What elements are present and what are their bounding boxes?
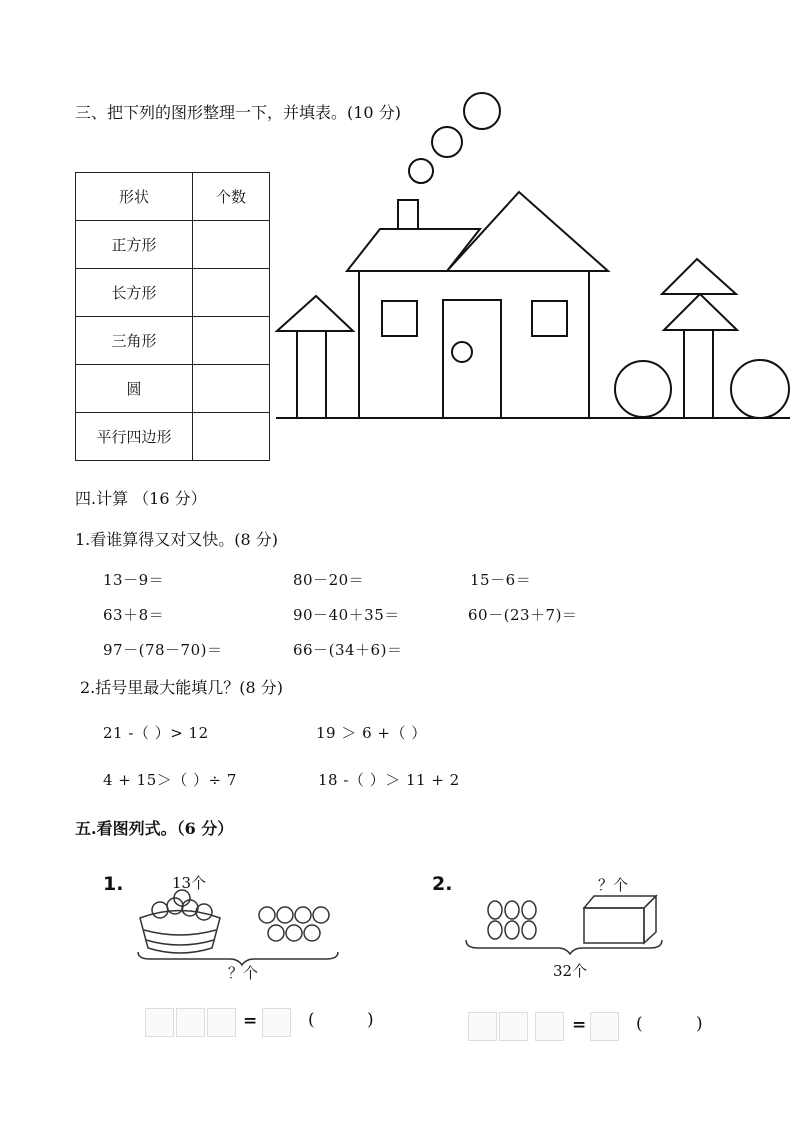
problem1-top-label: 13个 <box>172 874 207 892</box>
apple-icon <box>259 907 275 923</box>
tree-right-bottom-triangle <box>664 294 737 330</box>
roof-triangle <box>447 192 608 271</box>
compare-expression: 18 -（ ）＞ 11 + 2 <box>318 771 460 789</box>
unit-paren-close: ) <box>367 1010 374 1030</box>
section4-title: 四.计算 （16 分） <box>75 489 207 508</box>
apple-icon <box>286 925 302 941</box>
unit-paren-close: ) <box>696 1014 703 1034</box>
tree-left-triangle <box>277 296 353 331</box>
problem1-bottom-label: ？个 <box>228 964 259 982</box>
pear-icon <box>522 901 536 919</box>
compare-expression: 21 -（ ）> 12 <box>103 724 209 742</box>
apple-icon <box>313 907 329 923</box>
answer-box[interactable] <box>499 1012 528 1041</box>
pear-icon <box>505 921 519 939</box>
table-header-shape: 形状 <box>76 173 193 221</box>
section3-title: 三、把下列的图形整理一下，并填表。(10 分) <box>75 103 401 122</box>
calc-expression: 66－(34＋6)＝ <box>293 641 403 659</box>
tree-right-trunk <box>684 330 713 418</box>
problem1-picture <box>130 888 350 968</box>
pear-icon <box>505 901 519 919</box>
window-right <box>532 301 567 336</box>
tree-left-trunk <box>297 331 326 418</box>
house-body <box>359 271 589 418</box>
section5-title: 五.看图列式。（6 分） <box>75 819 234 838</box>
calc-expression: 63＋8＝ <box>103 606 165 624</box>
answer-box[interactable] <box>535 1012 564 1041</box>
bush-circle-right <box>731 360 789 418</box>
problem2-top-label: ？个 <box>598 876 629 894</box>
smoke-circle-small <box>409 159 433 183</box>
answer-box[interactable] <box>176 1008 205 1037</box>
door <box>443 300 501 418</box>
bottom-brace <box>466 940 662 954</box>
answer-box[interactable] <box>145 1008 174 1037</box>
unit-paren-open: ( <box>636 1014 643 1034</box>
problem1-number: 1. <box>103 873 124 895</box>
fruit-box <box>584 908 644 943</box>
compare-expression: 19 ＞ 6 +（ ） <box>316 724 427 742</box>
table-row-label: 长方形 <box>76 269 193 317</box>
basket-weave <box>144 930 216 945</box>
fruit-box-side <box>644 896 656 943</box>
calc-expression: 90－40＋35＝ <box>293 606 400 624</box>
window-left <box>382 301 417 336</box>
pear-icon <box>488 901 502 919</box>
answer-box[interactable] <box>207 1008 236 1037</box>
answer-box[interactable] <box>590 1012 619 1041</box>
calc-expression: 97－(78－70)＝ <box>103 641 223 659</box>
table-row-label: 正方形 <box>76 221 193 269</box>
table-header-count: 个数 <box>193 173 270 221</box>
smoke-circle-large <box>464 93 500 129</box>
apple-icon <box>277 907 293 923</box>
apple-icon <box>304 925 320 941</box>
equals-sign: = <box>572 1015 587 1035</box>
answer-box[interactable] <box>468 1012 497 1041</box>
bush-circle-left <box>615 361 671 417</box>
calc-expression: 80－20＝ <box>293 571 365 589</box>
unit-paren-open: ( <box>308 1010 315 1030</box>
door-knob-circle <box>452 342 472 362</box>
house-picture <box>0 0 794 470</box>
section4-part2-title: 2.括号里最大能填几？(8 分) <box>80 678 284 697</box>
apple-icon <box>295 907 311 923</box>
problem2-picture <box>462 890 672 970</box>
equals-sign: = <box>243 1011 258 1031</box>
compare-expression: 4 + 15＞（ ）÷ 7 <box>103 771 237 789</box>
roof-parallelogram <box>347 229 480 271</box>
answer-box[interactable] <box>262 1008 291 1037</box>
apple-icon <box>268 925 284 941</box>
chimney <box>398 200 418 229</box>
section4-part1-title: 1.看谁算得又对又快。(8 分) <box>75 530 279 549</box>
tree-right-top-triangle <box>662 259 736 294</box>
calc-expression: 60－(23＋7)＝ <box>468 606 578 624</box>
apple-icon <box>152 902 168 918</box>
table-row-label: 圆 <box>76 365 193 413</box>
problem2-number: 2. <box>432 873 453 895</box>
calc-expression: 13－9＝ <box>103 571 165 589</box>
problem2-bottom-label: 32个 <box>553 962 588 980</box>
table-row-label: 三角形 <box>76 317 193 365</box>
calc-expression: 15－6＝ <box>470 571 532 589</box>
smoke-circle-medium <box>432 127 462 157</box>
pear-icon <box>488 921 502 939</box>
pear-icon <box>522 921 536 939</box>
table-row-label: 平行四边形 <box>76 413 193 461</box>
